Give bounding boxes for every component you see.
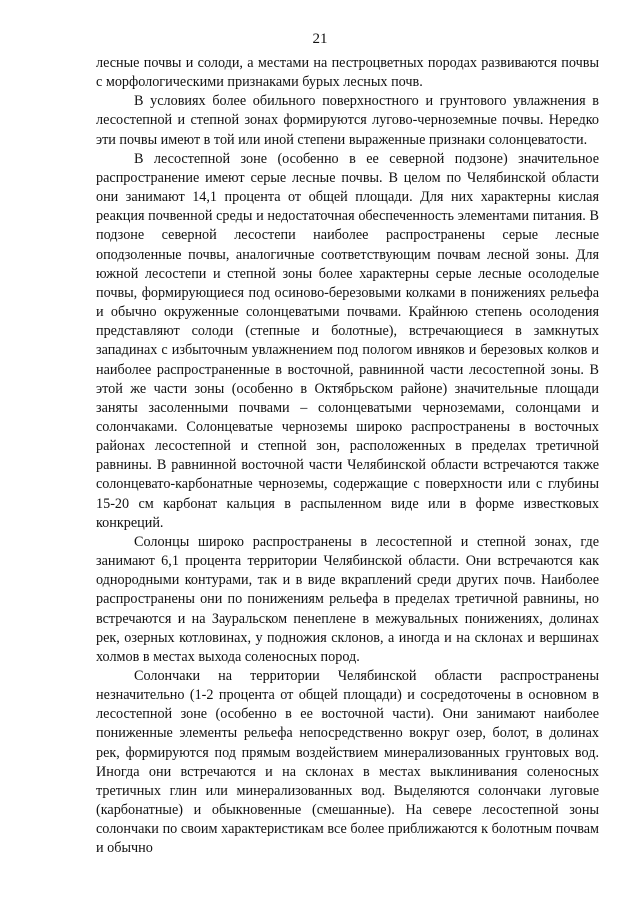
document-body: [96, 54, 599, 859]
paragraph-continuation: лесные почвы и солоди, а местами на пестроцветных породах развиваются почвы с морфологическими признаками бурых лесных почв.: [96, 55, 599, 91]
paragraph-solonetz: Солонцы широко распространены в лесостепной и степной зонах, где занимают 6,1 процента территории Челябинской области. Они встречаются как однородными контурами, так и в виде вкраплений среди других почв. Наиболее распространены они по понижениям рельефа в пределах третичной равнины, но встречаются и на Зауральском пенеплене в межувальных понижениях, долинах рек, озерных котловинах, у подножия склонов, а иногда и на склонах и вершинах холмов в местах выхода соленосных пород.: [96, 533, 599, 665]
paragraph-solonchak: Солончаки на территории Челябинской области распространены незначительно (1-2 процента от общей площади) и сосредоточены в основном в лесостепной зоне (особенно в ее восточной части). Они занимают наиболее пониженные элементы рельефа непосредственно вокруг озер, болот, в долинах рек, формируются под прямым воздействием минерализованных грунтовых вод. Иногда они встречаются и на склонах в местах выклинивания соленосных третичных глин или минерализованных вод. Выделяются солончаки луговые (карбонатные) и обыкновенные (смешанные). На севере лесостепной зоны солончаки по своим характеристикам все более приближаются к болотным почвам и обычно: [96, 668, 599, 857]
paragraph-meadow-chernozem: В условиях более обильного поверхностного и грунтового увлажнения в лесостепной и степной зонах формируются лугово-черноземные почвы. Нередко эти почвы имеют в той или иной степени выраженные признаки солонцеватости.: [96, 93, 599, 148]
page-number: 21: [312, 31, 328, 47]
paragraph-gray-forest-soils: В лесостепной зоне (особенно в ее северной подзоне) значительное распространение имеют серые лесные почвы. В целом по Челябинской области они занимают 14,1 процента от общей площади. Для них характерны кислая реакция почвенной среды и недостаточная обеспеченность элементами питания. В подзоне северной лесостепи наиболее распространены серые лесные оподзоленные почвы, аналогичные соответствующим почвам лесной зоны. Для южной лесостепи и степной зоны более характерны серые лесные осолоделые почвы, формирующиеся под осиново-березовыми колками в понижениях рельефа и обычно окруженные солонцеватыми почвами. Крайнюю степень осолодения представляют солоди (степные и болотные), встречающиеся в замкнутых западинах с избыточным увлажнением под пологом ивняков и березовых колков и наиболее распространенные в восточной, равнинной части лесостепной зоны. В этой же части зоны (особенно в Октябрьском районе) значительные площади заняты засоленными почвами – солонцеватыми черноземами, солонцами и солончаками. Солонцеватые черноземы широко распространены в восточных районах лесостепной и степной зон, расположенных в пределах третичной равнины. В равнинной восточной части Челябинской области встречаются также солонцевато-карбонатные черноземы, содержащие с поверхности или с глубины 15-20 см карбонат кальция в распыленном виде или в форме известковых конкреций.: [96, 150, 599, 531]
